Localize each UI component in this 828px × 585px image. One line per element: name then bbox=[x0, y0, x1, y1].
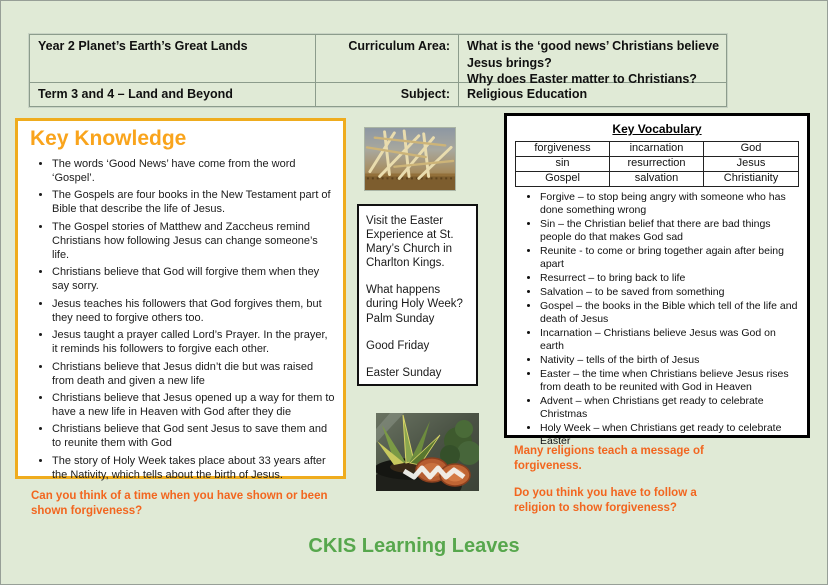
curriculum-questions-cell bbox=[459, 35, 728, 86]
key-knowledge-bullet: • The words ‘Good News’ have come from the word ‘Gospel’. bbox=[52, 158, 335, 186]
key-knowledge-list bbox=[28, 158, 335, 483]
reflection-question-left: Can you think of a time when you have shown or been shown forgiveness? bbox=[31, 490, 328, 517]
subject-label: Subject: bbox=[316, 83, 459, 106]
vocabulary-term: sin bbox=[516, 157, 610, 172]
reflection-question-paragraph: Many religions teach a message of forgiveness. bbox=[514, 445, 704, 472]
palm-crosses-illustration bbox=[365, 128, 455, 190]
reflection-question-paragraph: Do you think you have to follow a religion to show forgiveness? bbox=[514, 486, 697, 514]
vocabulary-term: Jesus bbox=[704, 157, 798, 172]
key-knowledge-bullet: • Jesus teaches his followers that God forgives them, but they need to forgive others too. bbox=[52, 298, 335, 326]
vocabulary-definition: • Resurrect – to bring back to life bbox=[540, 272, 800, 285]
key-knowledge-panel bbox=[15, 118, 346, 479]
key-knowledge-bullet: • Christians believe that God sent Jesus to save them and to reunite them with God bbox=[52, 423, 335, 451]
curriculum-area-label: Curriculum Area: bbox=[316, 35, 459, 83]
easter-garden-photo bbox=[376, 413, 479, 491]
header-table bbox=[29, 34, 727, 107]
term-topic-cell: Term 3 and 4 – Land and Beyond bbox=[30, 83, 316, 106]
vocabulary-definition: • Forgive – to stop being angry with someone who has done something wrong bbox=[540, 191, 800, 216]
curriculum-question-line: Why does Easter matter to Christians? bbox=[467, 72, 697, 86]
key-knowledge-bullet: • The Gospel stories of Matthew and Zaccheus remind Christians how following Jesus can change someone’s life. bbox=[52, 221, 335, 263]
key-knowledge-bullet: • The story of Holy Week takes place about 33 years after the Nativity, which tells about the birth of Jesus. bbox=[52, 455, 335, 483]
visit-paragraph: Easter Sunday bbox=[366, 367, 442, 380]
vocabulary-term: Christianity bbox=[723, 172, 779, 184]
vocabulary-definitions-list bbox=[514, 191, 800, 447]
vocabulary-term: Gospel bbox=[516, 172, 610, 186]
vocabulary-definition: • Sin – the Christian belief that there are bad things people do that makes God sad bbox=[540, 218, 800, 243]
vocabulary-definition: • Gospel – the books in the Bible which tell of the life and death of Jesus bbox=[540, 300, 800, 325]
vocabulary-definition: • Salvation – to be saved from something bbox=[540, 286, 800, 299]
curriculum-question-line: What is the ‘good news’ Christians believe Jesus brings? bbox=[467, 39, 720, 70]
reflection-question-right bbox=[514, 444, 706, 528]
key-vocabulary-title: Key Vocabulary bbox=[612, 122, 702, 136]
vocabulary-definition: • Easter – the time when Christians believe Jesus rises from death to be reunited with God in Heaven bbox=[540, 368, 800, 393]
key-knowledge-bullet: • Christians believe that Jesus didn’t die but was raised from death and given a new life bbox=[52, 361, 335, 389]
vocabulary-definition: • Reunite - to come or bring together again after being apart bbox=[540, 245, 800, 270]
key-knowledge-title: Key Knowledge bbox=[30, 127, 187, 150]
vocabulary-term: forgiveness bbox=[516, 142, 610, 157]
visit-paragraph: What happens during Holy Week? bbox=[366, 284, 463, 311]
vocabulary-term: resurrection bbox=[610, 157, 704, 172]
key-knowledge-bullet: • Christians believe that Jesus opened up a way for them to have a new life in Heaven with God after they die bbox=[52, 392, 335, 420]
vocabulary-definition: • Nativity – tells of the birth of Jesus bbox=[540, 354, 800, 367]
key-knowledge-bullet: • Jesus taught a prayer called Lord’s Prayer. In the prayer, it reminds his followers to forgive each other. bbox=[52, 329, 335, 357]
visit-paragraph: Visit the Easter Experience at St. Mary’s Church in Charlton Kings. bbox=[366, 215, 454, 270]
easter-garden-illustration bbox=[376, 413, 479, 491]
vocabulary-table bbox=[515, 141, 799, 187]
easter-experience-note bbox=[357, 204, 478, 386]
vocabulary-definition: • Incarnation – Christians believe Jesus was God on earth bbox=[540, 327, 800, 352]
vocabulary-term: salvation bbox=[610, 172, 704, 186]
key-knowledge-bullet: • The Gospels are four books in the New Testament part of Bible that describe the life of Jesus. bbox=[52, 189, 335, 217]
school-footer-text: CKIS Learning Leaves bbox=[308, 535, 520, 557]
visit-paragraph: Good Friday bbox=[366, 340, 430, 353]
vocabulary-term: incarnation bbox=[610, 142, 704, 157]
vocabulary-term: God bbox=[704, 142, 798, 157]
key-vocabulary-panel bbox=[504, 113, 810, 447]
vocabulary-definition: • Holy Week – when Christians get ready to celebrate Easter bbox=[540, 422, 800, 447]
subject-value: Religious Education bbox=[467, 87, 588, 102]
key-knowledge-bullet: • Christians believe that God will forgive them when they say sorry. bbox=[52, 266, 335, 294]
palm-crosses-photo bbox=[364, 127, 456, 191]
year-topic-cell: Year 2 Planet’s Earth’s Great Lands bbox=[30, 35, 316, 83]
vocabulary-definition: • Advent – when Christians get ready to celebrate Christmas bbox=[540, 395, 800, 420]
visit-paragraph: Palm Sunday bbox=[366, 313, 435, 326]
